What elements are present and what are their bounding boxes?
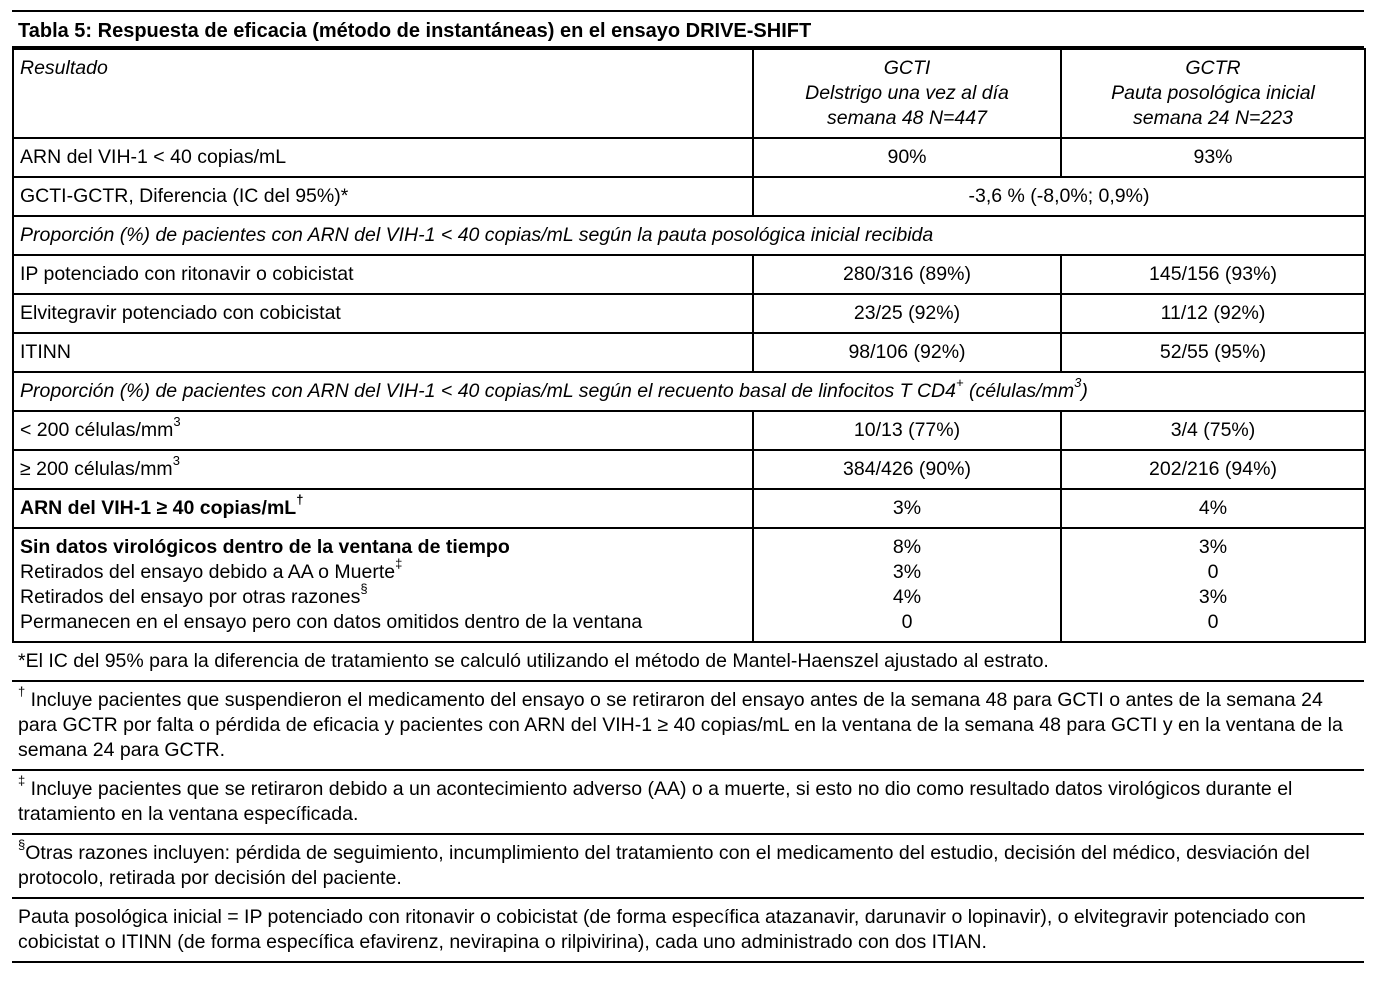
header-gctr-line2: Pauta posológica inicial [1111, 82, 1315, 104]
section-text-end: ) [1081, 380, 1088, 402]
header-gcti [753, 49, 1061, 138]
row-label-nodata [13, 528, 753, 642]
superscript: † [18, 683, 26, 699]
superscript: † [296, 491, 304, 507]
efficacy-table [12, 48, 1366, 643]
superscript: ‡ [395, 555, 403, 571]
cell-gctr: 3/4 (75%) [1061, 411, 1365, 450]
value: 3% [1198, 586, 1228, 608]
sub-label: Permanecen en el ensayo pero con datos omitidos dentro de la ventana [20, 611, 643, 633]
value: 3% [1198, 536, 1228, 558]
footnote-dagger [12, 682, 1364, 771]
cell-gctr: 93% [1061, 138, 1365, 177]
superscript: ‡ [18, 772, 26, 788]
value: 3% [892, 561, 922, 583]
footnote-text: Otras razones incluyen: pérdida de seguimiento, incumplimiento del tratamiento con el medicamento del estudio, decisión del médico, desviación del protocolo, retirada por decisión del paciente. [18, 842, 1310, 889]
cell-gcti: 280/316 (89%) [753, 255, 1061, 294]
cell-gctr: 52/55 (95%) [1061, 333, 1365, 372]
table-row [13, 255, 1365, 294]
header-row [13, 49, 1365, 138]
cell-gcti: 23/25 (92%) [753, 294, 1061, 333]
cell-gcti [753, 528, 1061, 642]
header-gctr-line3: semana 24 N=223 [1133, 107, 1293, 129]
header-gcti-line3: semana 48 N=447 [827, 107, 987, 129]
table-row [13, 411, 1365, 450]
label-text: ARN del VIH-1 ≥ 40 copias/mL [20, 497, 297, 519]
row-label [13, 489, 753, 528]
cell-gcti: 98/106 (92%) [753, 333, 1061, 372]
superscript: § [360, 580, 368, 596]
table-row [13, 489, 1365, 528]
table-row [13, 333, 1365, 372]
row-label: ITINN [13, 333, 753, 372]
section-heading-cd4 [13, 372, 1365, 411]
label-text: < 200 células/mm [20, 419, 174, 441]
value: 4% [892, 586, 922, 608]
table-row [13, 450, 1365, 489]
label-text: Retirados del ensayo por otras razones [20, 586, 361, 608]
row-label: IP potenciado con ritonavir o cobicistat [13, 255, 753, 294]
cell-gctr: 11/12 (92%) [1061, 294, 1365, 333]
table-row [13, 177, 1365, 216]
label-text: Sin datos virológicos dentro de la ventana de tiempo [20, 536, 510, 558]
superscript: 3 [1074, 374, 1082, 390]
table-row [13, 294, 1365, 333]
document-page [12, 0, 1364, 963]
cell-gctr [1061, 528, 1365, 642]
section-row [13, 216, 1365, 255]
cell-difference: -3,6 % (-8,0%; 0,9%) [753, 177, 1365, 216]
footnote-text: Incluye pacientes que se retiraron debido a un acontecimiento adverso (AA) o a muerte, si esto no dio como resultado datos virológicos durante el tratamiento en la ventana específicada. [18, 778, 1293, 825]
header-resultado: Resultado [13, 49, 753, 138]
header-gcti-line1: GCTI [883, 57, 931, 79]
footnote-text: Incluye pacientes que suspendieron el medicamento del ensayo o se retiraron del ensayo antes de la semana 48 para GCTI o antes de la semana 24 para GCTR por falta o pérdida de eficacia y pacientes con ARN del VIH-1 ≥ 40 copias/mL en la ventana de la semana 48 para GCTI y en la ventana de la semana 24 para GCTR. [18, 689, 1343, 761]
cell-gcti: 90% [753, 138, 1061, 177]
section-text-units: (células/mm [963, 380, 1075, 402]
table-caption: Tabla 5: Respuesta de eficacia (método de instantáneas) en el ensayo DRIVE-SHIFT [12, 12, 1364, 48]
superscript: 3 [172, 452, 180, 468]
superscript: 3 [173, 413, 181, 429]
cell-gcti: 384/426 (90%) [753, 450, 1061, 489]
sub-label [20, 580, 746, 610]
superscript: + [955, 374, 964, 390]
value: 0 [1207, 561, 1219, 583]
row-label: ARN del VIH-1 < 40 copias/mL [13, 138, 753, 177]
footnote-double-dagger [12, 771, 1364, 835]
footnote-pauta: Pauta posológica inicial = IP potenciado con ritonavir o cobicistat (de forma específica atazanavir, darunavir o lopinavir), o elvitegravir potenciado con cobicistat o ITINN (de forma específica efavirenz, nevirapina o rilpivirina), cada uno administrado con dos ITIAN. [12, 899, 1364, 963]
value: 0 [1207, 611, 1219, 633]
cell-gcti: 3% [753, 489, 1061, 528]
footnote-star: *El IC del 95% para la diferencia de tratamiento se calculó utilizando el método de Mantel-Haenszel ajustado al estrato. [12, 643, 1364, 682]
label-text: ≥ 200 células/mm [20, 458, 173, 480]
row-label: Elvitegravir potenciado con cobicistat [13, 294, 753, 333]
table-row [13, 138, 1365, 177]
section-heading: Proporción (%) de pacientes con ARN del VIH-1 < 40 copias/mL según la pauta posológica inicial recibida [13, 216, 1365, 255]
table-row [13, 528, 1365, 642]
header-gctr [1061, 49, 1365, 138]
row-label [13, 411, 753, 450]
cell-gctr: 4% [1061, 489, 1365, 528]
cell-gctr: 145/156 (93%) [1061, 255, 1365, 294]
footnote-section [12, 835, 1364, 899]
section-row [13, 372, 1365, 411]
cell-gctr: 202/216 (94%) [1061, 450, 1365, 489]
row-label [13, 450, 753, 489]
header-gctr-line1: GCTR [1185, 57, 1241, 79]
cell-gcti: 10/13 (77%) [753, 411, 1061, 450]
superscript: § [18, 836, 26, 852]
section-text: Proporción (%) de pacientes con ARN del VIH-1 < 40 copias/mL según el recuento basal de linfocitos T CD4 [20, 380, 956, 402]
row-label: GCTI-GCTR, Diferencia (IC del 95%)* [13, 177, 753, 216]
header-gcti-line2: Delstrigo una vez al día [805, 82, 1009, 104]
label-text: Retirados del ensayo debido a AA o Muerte [20, 561, 396, 583]
value: 8% [892, 536, 922, 558]
sub-label [20, 555, 746, 585]
value: 0 [901, 611, 913, 633]
